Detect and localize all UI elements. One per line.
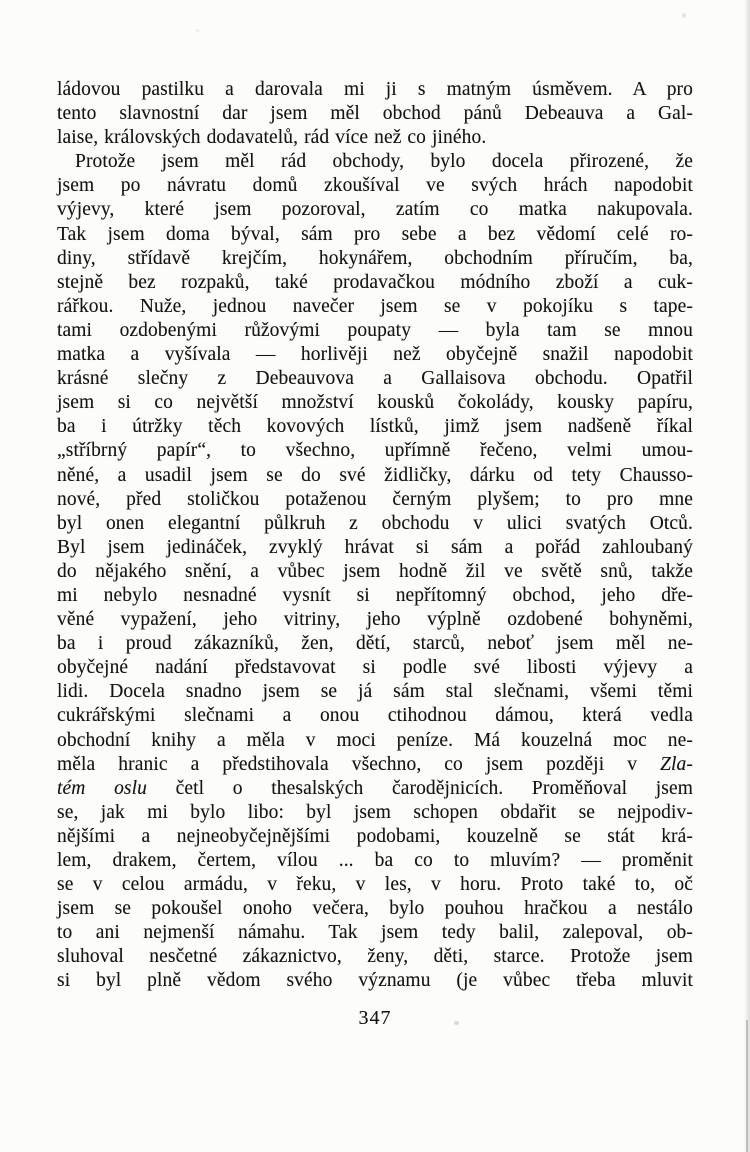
text-line <box>57 512 693 536</box>
text-segment: byl onen elegantní půlkruh z obchodu v ulici svatých Otců. <box>57 512 693 534</box>
italic-text-segment: tém oslu <box>57 777 147 799</box>
text-segment: do nějakého snění, a vůbec jsem hodně žil ve světě snů, takže <box>57 560 693 582</box>
text-line <box>57 174 693 198</box>
text-segment: si byl plně vědom svého významu (je vůbec třeba mluvit <box>57 970 693 992</box>
text-segment: věné vypažení, jeho vitriny, jeho výplně ozdobené bohyněmi, <box>57 609 693 631</box>
text-segment: cukrářskými slečnami a onou ctihodnou dámou, která vedla <box>57 705 693 727</box>
text-segment: ba i útržky těch kovových lístků, jimž jsem nadšeně říkal <box>57 416 693 438</box>
text-segment: krásné slečny z Debeauvova a Gallaisova obchodu. Opatřil <box>57 368 693 390</box>
text-segment: jsem si co největší množství kousků čokolády, kousky papíru, <box>57 392 693 414</box>
text-line <box>57 439 693 463</box>
text-line <box>57 560 693 584</box>
text-segment: Byl jsem jedináček, zvyklý hrávat si sám a pořád zahloubaný <box>57 536 693 558</box>
scan-speckle <box>196 29 199 32</box>
text-line <box>57 825 693 849</box>
text-line <box>57 608 693 632</box>
text-line <box>57 945 693 969</box>
text-block <box>57 78 693 994</box>
text-line <box>57 223 693 247</box>
text-segment: mi nebylo nesnadné vysnít si nepřítomný obchod, jeho dře- <box>57 584 693 606</box>
text-segment: obyčejné nadání představovat si podle své libosti výjevy a <box>57 657 693 679</box>
scan-edge-mark <box>746 1020 748 1152</box>
text-segment: ba i proud zákazníků, žen, dětí, starců, neboť jsem měl ne- <box>57 633 693 655</box>
text-segment: rářkou. Nuže, jednou navečer jsem se v pokojíku s tape- <box>57 295 693 317</box>
text-segment: měla hranic a předstihovala všechno, co jsem později v <box>57 753 661 775</box>
text-segment: „stříbrný papír“, to všechno, upřímně řečeno, velmi umou- <box>57 440 693 462</box>
text-segment: matka a vyšívala — horlivěji než obyčejně snažil napodobit <box>57 344 693 366</box>
text-segment: lidi. Docela snadno jsem se já sám stal slečnami, všemi těmi <box>57 681 693 703</box>
text-segment: jsem se pokoušel onoho večera, bylo pouhou hračkou a nestálo <box>57 898 693 920</box>
text-line <box>57 391 693 415</box>
text-line <box>57 536 693 560</box>
text-line <box>57 102 693 126</box>
text-segment: nové, před stoličkou potaženou černým plyšem; to pro mne <box>57 488 693 510</box>
page-number: 347 <box>358 1007 392 1029</box>
text-segment: se, jak mi bylo libo: byl jsem schopen obdařit se nejpodiv- <box>57 801 693 823</box>
text-line <box>57 271 693 295</box>
text-line <box>57 150 693 174</box>
text-line <box>57 126 693 150</box>
text-line <box>57 969 693 993</box>
text-line <box>57 319 693 343</box>
text-line <box>57 849 693 873</box>
scan-edge-shadow <box>744 0 750 1152</box>
text-segment: výjevy, které jsem pozoroval, zatím co matka nakupovala. <box>57 199 693 221</box>
text-line <box>57 656 693 680</box>
text-line <box>57 873 693 897</box>
text-line <box>57 921 693 945</box>
text-segment: tami ozdobenými růžovými poupaty — byla tam se mnou <box>57 319 693 341</box>
text-line <box>57 198 693 222</box>
text-segment: sluhoval nesčetné zákaznictvo, ženy, děti, starce. Protože jsem <box>57 946 693 968</box>
text-segment: Protože jsem měl rád obchody, bylo docela přirozené, že <box>75 151 693 173</box>
text-line <box>57 777 693 801</box>
text-segment: ládovou pastilku a darovala mi ji s matným úsměvem. A pro <box>57 79 693 100</box>
text-segment: jsem po návratu domů zkoušíval ve svých hrách napodobit <box>57 175 693 197</box>
text-line <box>57 704 693 728</box>
text-line <box>57 680 693 704</box>
text-line <box>57 415 693 439</box>
text-line <box>57 632 693 656</box>
text-line <box>57 464 693 488</box>
text-segment: obchodní knihy a měla v moci peníze. Má kouzelná moc ne- <box>57 729 693 751</box>
text-line <box>57 584 693 608</box>
text-segment: laise, královských dodavatelů, rád více než co jiného. <box>57 127 487 149</box>
text-line <box>57 367 693 391</box>
text-segment: se v celou armádu, v řeku, v les, v horu. Proto také to, oč <box>57 874 693 896</box>
text-segment: Tak jsem doma býval, sám pro sebe a bez vědomí celé ro- <box>57 223 693 245</box>
text-line <box>57 247 693 271</box>
text-segment: stejně bez rozpaků, také prodavačkou módního zboží a cuk- <box>57 271 693 293</box>
text-segment: něné, a usadil jsem se do své židličky, dárku od tety Chausso- <box>57 464 693 486</box>
text-line <box>57 801 693 825</box>
text-segment: to ani nejmenší námahu. Tak jsem tedy balil, zalepoval, ob- <box>57 922 693 944</box>
italic-text-segment: Zla- <box>660 753 693 775</box>
text-line <box>57 753 693 777</box>
text-segment: lem, drakem, čertem, vílou ... ba co to mluvím? — proměnit <box>57 850 693 871</box>
text-line <box>57 729 693 753</box>
text-line <box>57 343 693 367</box>
text-segment: nějšími a nejneobyčejnějšími podobami, kouzelně se stát krá- <box>57 825 693 847</box>
text-line <box>57 897 693 921</box>
text-line <box>57 78 693 102</box>
text-segment: diny, střídavě krejčím, hokynářem, obchodním příručím, ba, <box>57 247 693 269</box>
scan-speckle <box>682 13 686 18</box>
scan-speckle <box>454 1021 459 1025</box>
text-line <box>57 295 693 319</box>
text-line <box>57 488 693 512</box>
text-segment: tento slavnostní dar jsem měl obchod pánů Debeauva a Gal- <box>57 103 693 125</box>
text-segment: četl o thesalských čarodějnicích. Proměňoval jsem <box>147 777 693 799</box>
